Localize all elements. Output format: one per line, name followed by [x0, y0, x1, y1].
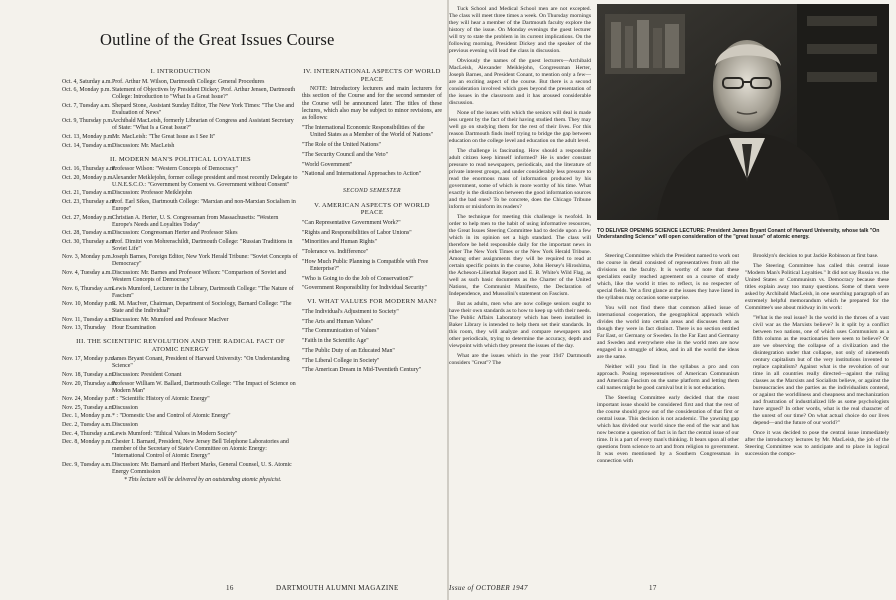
lecture-title-item: "The Role of the United Nations" — [302, 142, 381, 149]
schedule-description: Alexander Meiklejohn, former college president and most recently Delegate to U.N.E.S.C.O.: "Government by Consent vs. Government without Consent" — [112, 174, 298, 188]
schedule-row — [62, 87, 299, 101]
schedule-date: Dec. 8, Monday p.m. — [62, 439, 112, 446]
schedule-row — [62, 79, 299, 86]
schedule-date: Oct. 13, Monday p.m. — [62, 133, 114, 140]
article-column-3 — [745, 253, 889, 461]
conant-photo — [597, 4, 889, 220]
schedule-description: Discussion: President Conant — [112, 372, 182, 379]
schedule-row — [62, 439, 299, 460]
lecture-title-item: "The Public Duty of an Educated Man" — [302, 347, 395, 354]
schedule-description: Lewis Mumford: "Ethical Values in Modern Society" — [112, 430, 238, 437]
second-semester-heading: SECOND SEMESTER — [342, 188, 401, 195]
schedule-description: Discussion — [112, 404, 138, 411]
lecture-title-item: "The International Economic Responsibilities of the United States as a Member of the World of Nations" — [302, 125, 434, 139]
schedule-date: Nov. 4, Tuesday a.m. — [62, 269, 112, 276]
schedule-row — [62, 317, 299, 324]
schedule-date: Nov. 18, Tuesday a.m. — [62, 372, 115, 379]
schedule-date: Nov. 20, Thursday a.m. — [62, 380, 118, 387]
schedule-date: Nov. 10, Monday p.m. — [62, 301, 116, 308]
lecture-title-item: "The American Dream in Mid-Twentieth Century" — [302, 367, 422, 374]
schedule-date: Dec. 4, Thursday a.m. — [62, 430, 115, 437]
schedule-row — [62, 190, 299, 197]
column-3-outro: Once it was decided to pose the central issue immediately after the introductory lectures by Mr. MacLeish, the job of the Steering Committee was to anticipate and to place in logical succession the compo- — [745, 430, 889, 457]
article-paragraph: None of the issues with which the seniors will deal is made less urgent by the fact of their having studied them. They may well go on studying them for the rest of their lives. For this reason Dartmouth finds itself trying to bridge the gap between education on the college level and education on the adult level. — [449, 110, 591, 144]
article-paragraph: Steering Committee which the President named to work out the course in detail consisted of representatives from all the divisions on the faculty. It is worthy of note that these specialists easily reached agreement on a course of study which, like the world it tries to reflect, is no respecter of special fields. Yet a first glance at the issues they have listed in the syllabus may occasion some surprise. — [597, 253, 739, 301]
schedule-description: Shepard Stone, Assistant Sunday Editor, The New York Times: "The Use and Evaluation of News" — [112, 102, 295, 116]
section-iv-heading: IV. INTERNATIONAL ASPECTS OF WORLD PEACE — [303, 68, 441, 83]
schedule-row — [62, 175, 299, 189]
schedule-row — [62, 422, 299, 429]
schedule-date: Nov. 3, Monday p.m. — [62, 254, 113, 261]
schedule-date: Nov. 11, Tuesday a.m. — [62, 316, 115, 323]
schedule-row — [62, 381, 299, 395]
section-v-items — [302, 220, 442, 293]
schedule-description: * : "Scientific History of Atomic Energy" — [112, 396, 210, 403]
right-page — [449, 0, 896, 600]
section-iv-note: NOTE: Introductory lecturers and main lecturers for this section of the Course and for the second semester of the Course will be announced later. The titles of these lectures, which also may be subject to minor revisions, are as follows: — [302, 86, 442, 121]
lecture-title-item: "The Arts and Human Values" — [302, 318, 374, 325]
page-title: Outline of the Great Issues Course — [100, 30, 335, 49]
lecture-title-item: "The Communication of Values" — [302, 328, 379, 335]
schedule-description: Professor William W. Ballard, Dartmouth College: "The Impact of Science on Modern Man" — [112, 380, 296, 394]
article-paragraph: The challenge is fascinating. How should a responsible adult citizen keep himself informed? He is under constant pressure to read newspapers, periodicals, and the literature of private interest groups, and under considerably less pressure to read the enormous mass of information produced by his government, some of which is more worthy of his time. What exactly is the distinction between the good information sources and the bad ones? To be concrete, does the Chicago Tribune inform or misinform its readers? — [449, 148, 591, 210]
schedule-row — [62, 356, 299, 370]
schedule-date: Nov. 6, Thursday a.m. — [62, 285, 115, 292]
lecture-title-item: "Rights and Responsibilities of Labor Unions" — [302, 229, 412, 236]
article-column-1 — [449, 6, 591, 370]
schedule-row — [62, 199, 299, 213]
schedule-footnote: * This lecture will be delivered by an outstanding atomic physicist. — [124, 477, 282, 484]
article-paragraph: Neither will you find in the syllabus a pro and con approach. Posing representatives of American Communism and American Fascism on the same platform and letting them call names might be good carnival but it is not education. — [597, 364, 739, 391]
schedule-description: Discussion — [112, 422, 138, 429]
lecture-title-item: "Tolerance vs. Indifference" — [302, 248, 369, 255]
schedule-row — [62, 103, 299, 117]
schedule-description: Chester I. Barnard, President, New Jersey Bell Telephone Laboratories and member of the Secretary of State's Committee on Atomic Energy: "International Control of Atomic Energy" — [112, 439, 289, 460]
schedule-description: Prof. Earl Sikes, Dartmouth College: "Marxian and non-Marxian Socialism in Europe" — [112, 198, 296, 212]
schedule-description: Hour Examination — [112, 325, 156, 332]
article-paragraph: The Steering Committee has called this central issue "Modern Man's Political Loyalties." It did not say Russia vs. the United States or Communism vs. Democracy because these titles explain away too many questions. Some of them were asked by Archibald MacLeish, in one searching paragraph of an extremely helpful memorandum which he prepared for the Committee's use about midway in its work: — [745, 263, 889, 311]
schedule-description: Lewis Mumford, Lecturer in the Library, Dartmouth College: "The Nature of Fascism" — [112, 285, 294, 299]
lecture-title-item: "National and International Approaches to Action" — [302, 171, 422, 178]
section-heading: I. INTRODUCTION — [150, 68, 211, 75]
article-column-2 — [597, 253, 739, 468]
page-number-right: 17 — [649, 584, 657, 592]
article-paragraph: Tuck School and Medical School men are not excepted. The class will meet three times a week. On Thursday mornings they will hear a member of the Dartmouth faculty explore the history of the issue. On Monday evenings the guest lecturer will try to state the problem in its current implications. On the following morning, President Dickey and the speaker of the previous evening will lead the class in discussion. — [449, 6, 591, 54]
schedule-date: Nov. 24, Monday p.m. — [62, 396, 116, 403]
schedule-description: Christian A. Herter, U. S. Congressman from Massachusetts: "Western Europe's Needs and Loyalties Today" — [112, 214, 279, 228]
schedule-row — [62, 254, 299, 268]
lecture-title-item: "Faith in the Scientific Age" — [302, 338, 369, 345]
schedule-date: Oct. 23, Thursday a.m. — [62, 198, 117, 205]
lecture-title-item: "How Much Public Planning is Compatible with Free Enterprise?" — [302, 258, 429, 272]
lecture-title-item: "Minorities and Human Rights" — [302, 239, 378, 246]
schedule-description: Discussion: Mr. Barnard and Herbert Marks, General Counsel, U. S. Atomic Energy Commission — [112, 461, 292, 475]
schedule-row — [62, 286, 299, 300]
schedule-date: Oct. 14, Tuesday a.m. — [62, 142, 114, 149]
schedule-row — [62, 396, 299, 403]
schedule-row — [62, 143, 299, 150]
column-3-intro — [745, 253, 889, 312]
schedule-date: Oct. 16, Thursday a.m. — [62, 166, 117, 173]
article-paragraph: The technique for meeting this challenge is twofold. In order to help men to the habit of using informative resources, the Great Issues Steering Committee had to decide upon a few which in its opinion set a high standard. The class will therefore be held responsible daily for the important news in either The New York Times or the New York Herald Tribune. Among other assignments they will be required to read at certain specific points in the course, John Hersey's Hiroshima, the Acheson-Lilienthal Report and E. B. White's Wild Flag, as well as such basic documents as the Charter of the United Nations, the Communist Manifesto, the Declaration of Independence, and Mussolini's statement on Fascism. — [449, 214, 591, 297]
schedule-description: Statement of Objectives by President Dickey; Prof. Arthur Jensen, Dartmouth College: Introduction to "What Is a Great Issue?" — [112, 87, 296, 101]
schedule-date: Oct. 9, Thursday p.m. — [62, 118, 114, 125]
page-number-left: 16 — [226, 584, 234, 592]
schedule-column — [62, 62, 299, 484]
schedule-row — [62, 166, 299, 173]
article-paragraph: You will not find there that common allied issue of international cooperation, the geographical approach which divides the world into certain areas and discusses them as though they were in fact distinct. There is no section entitled Far East, or Germany or Sweden. In the Far East and Germany and Sweden and everywhere else in the world men are now engaged in a struggle of ideas, and in all the world the ideas are the same. — [597, 305, 739, 360]
schedule-date: Oct. 4, Saturday a.m. — [62, 78, 112, 85]
lecture-title-item: "Who is Going to do the Job of Conservation?" — [302, 275, 414, 282]
section-iv-items — [302, 125, 442, 178]
schedule-description: R. M. MacIver, Chairman, Department of Sociology, Barnard College: "The State and the Individual" — [112, 301, 292, 315]
schedule-date: Nov. 25, Tuesday a.m. — [62, 404, 115, 411]
schedule-row — [62, 215, 299, 229]
schedule-description: Mr. MacLeish: "The Great Issue as I See It" — [112, 133, 216, 140]
left-page — [0, 0, 447, 600]
lecture-title-item: "The Individual's Adjustment to Society" — [302, 309, 399, 316]
schedule-date: Oct. 28, Tuesday a.m. — [62, 230, 114, 237]
schedule-row — [62, 230, 299, 237]
article-paragraph: Brooklyn's decision to put Jackie Robinson at first base. — [753, 253, 879, 259]
schedule-description: Discussion: Mr. Mumford and Professor MacIver — [112, 316, 229, 323]
schedule-row — [62, 325, 299, 332]
schedule-row — [62, 413, 299, 420]
photo-illustration — [597, 4, 889, 220]
schedule-description: James Bryant Conant, President of Harvard University: "On Understanding Science" — [112, 356, 290, 370]
schedule-description: Archibald MacLeish, formerly Librarian of Congress and Assistant Secretary of State: "What Is a Great Issue?" — [112, 118, 294, 132]
schedule-row — [62, 301, 299, 315]
schedule-date: Nov. 17, Monday p.m. — [62, 356, 116, 363]
schedule-description: Discussion: Mr. Barnes and Professor Wilson: "Comparison of Soviet and Western Concepts of Democracy" — [112, 269, 287, 283]
section-heading: III. THE SCIENTIFIC REVOLUTION AND THE RADICAL FACT OF ATOMIC ENERGY — [76, 338, 285, 353]
schedule-date: Oct. 30, Thursday a.m. — [62, 238, 117, 245]
schedule-description: Discussion: Congressman Herter and Professor Sikes — [112, 230, 238, 237]
schedule-row — [62, 372, 299, 379]
issue-footer: Issue of OCTOBER 1947 — [449, 584, 528, 592]
magazine-footer: DARTMOUTH ALUMNI MAGAZINE — [276, 584, 399, 592]
schedule-date: Oct. 21, Tuesday a.m. — [62, 190, 114, 197]
schedule-date: Oct. 20, Monday p.m. — [62, 174, 114, 181]
lecture-title-item: "World Government" — [302, 161, 353, 168]
schedule-description: Prof. Arthur M. Wilson, Dartmouth College: General Procedures — [112, 78, 265, 85]
lecture-title-item: "Government Responsibility for Individual Security" — [302, 285, 427, 292]
schedule-date: Dec. 2, Tuesday a.m. — [62, 422, 112, 429]
lecture-title-item: "Can Representative Government Work?" — [302, 219, 401, 226]
schedule-description: * : "Domestic Use and Control of Atomic Energy" — [112, 413, 231, 420]
schedule-date: Nov. 13, Thursday — [62, 325, 106, 332]
section-v-heading: V. AMERICAN ASPECTS OF WORLD PEACE — [314, 201, 430, 217]
article-paragraph: But as adults, men who are now college seniors ought to have their own standards as to how to keep up with their needs. The Public Affairs Laboratory which has been installed in Baker Library is intended to help them set their standards. In this room, they will analyze and compare newspapers and other periodicals, trying to determine the accuracy, depth and viewpoint with which they present the issues of the day. — [449, 301, 591, 349]
schedule-date: Oct. 6, Monday p.m. — [62, 87, 111, 94]
schedule-row — [62, 239, 299, 253]
article-paragraph: Obviously the names of the guest lecturers—Archibald MacLeish, Alexander Meiklejohn, Congressman Herter, Joseph Barnes, and President Conant, to mention only a few—are an exciting aspect of the course. But there is a second consideration involved which goes beyond the presentation of the issues in the classroom and it has aroused considerable discussion. — [449, 58, 591, 106]
macleish-quote: "What is the real issue? Is the world in the throes of a vast civil war as the Marxists believe? Is it split by a conflict between two nations, one of which uses Communism as a fifth column as the reactionaries here seem to believe? Or are we observing the collapse of a civilization and the disintegration under that collapse, not only of nineteenth century capitalism but of the very institutions invented to replace capitalism? Against what is the revolution of our time in all countries really directed—against the ruling classes as the Marxists and Socialists believe, or against the bureaucracies and the parties as the individualists contend, or against the worldliness and cheapness and mechanization and frustration of industrialized life as some psychologists have argued? In other words, what is the real character of the unrest of our time? On what actual choice do our lives depend—and the future of our world?" — [753, 315, 889, 426]
schedule-date: Oct. 27, Monday p.m. — [62, 214, 114, 221]
section-heading: II. MODERN MAN'S POLITICAL LOYALTIES — [110, 155, 251, 163]
section-vi-items — [302, 309, 442, 374]
schedule-date: Dec. 1, Monday p.m. — [62, 413, 112, 420]
article-paragraph: The Steering Committee early decided that the most important issue should be considered first and that the rest of the course should grow out of the consideration of that first or central issue. This decision is not academic. The yawning gap which has divided our world since the end of the war and has now become a question of fact is in fact the central issue of our time. It is a part of every man's thinking. It bears upon all other questions from science to art and from religion to government. It was even mentioned by a Southern Congressman in connection with — [597, 395, 739, 464]
photo-caption: TO DELIVER OPENING SCIENCE LECTURE: President James Bryant Conant of Harvard University, whose talk "On Understanding Science" will open consideration of the "great issue" of atomic energy. — [597, 228, 880, 241]
article-paragraph: What are the issues which in the year 1947 Dartmouth considers "Great"? The — [449, 353, 591, 366]
schedule-description: Discussion: Professor Meiklejohn — [112, 190, 192, 197]
schedule-description: Prof. Dimitri von Mohrenschildt, Dartmouth College: "Russian Traditions in Soviet Life" — [112, 238, 293, 252]
schedule-row — [62, 405, 299, 412]
lecture-title-item: "The Liberal College in Society" — [302, 357, 380, 364]
schedule-row — [62, 118, 299, 132]
schedule-row — [62, 462, 299, 476]
section-vi-heading: VI. WHAT VALUES FOR MODERN MAN? — [307, 298, 437, 306]
schedule-date: Oct. 7, Tuesday a.m. — [62, 102, 111, 109]
schedule-row — [62, 431, 299, 438]
schedule-row — [62, 270, 299, 284]
schedule-date: Dec. 9, Tuesday a.m. — [62, 461, 112, 468]
schedule-description: Discussion: Mr. MacLeish — [112, 142, 175, 149]
lecture-title-item: "The Security Council and the Veto" — [302, 151, 389, 158]
schedule-description: Professor Wilson: "Western Concepts of Democracy" — [112, 166, 238, 173]
future-sections-column — [302, 62, 442, 377]
schedule-row — [62, 134, 299, 141]
schedule-description: Joseph Barnes, Foreign Editor, New York Herald Tribune: "Soviet Concepts of Democracy" — [112, 254, 298, 268]
